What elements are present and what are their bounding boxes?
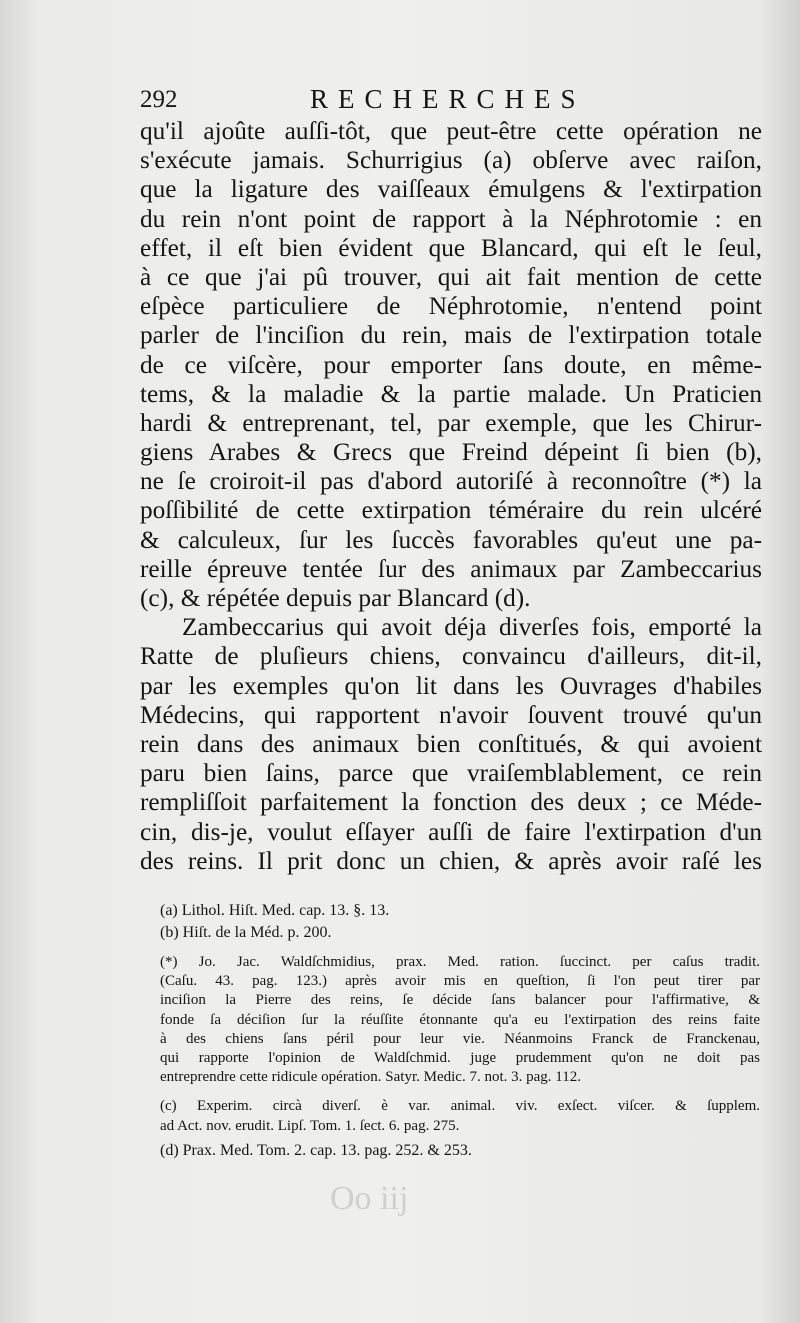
running-title: RECHERCHES: [310, 84, 586, 114]
footnote-line: (*) Jo. Jac. Waldſchmidius, prax. Med. ration. ſuccinct. per caſus tradit.: [160, 954, 760, 970]
footnote-line: entreprendre cette ridicule opération. Satyr. Medic. 7. not. 3. pag. 112.: [160, 1069, 581, 1086]
text-line: (c), & répétée depuis par Blancard (d).: [140, 584, 531, 612]
footnote-line: ad Act. nov. erudit. Lipſ. Tom. 1. ſect. 6. pag. 275.: [160, 1117, 460, 1134]
text-line: reille épreuve tentée ſur des animaux par Zambeccarius: [140, 554, 762, 583]
text-line: giens Arabes & Grecs que Freind dépeint ſi bien (b),: [140, 438, 762, 467]
text-line: des reins. Il prit donc un chien, & après avoir raſé les: [140, 846, 762, 875]
footnote-line: (c) Experim. circà diverſ. è var. animal. viv. exſect. viſcer. & ſupplem.: [160, 1098, 760, 1115]
text-line: Ratte de pluſieurs chiens, convaincu d'ailleurs, dit-il,: [140, 642, 762, 671]
signature-mark: Oo iij: [330, 1180, 409, 1217]
text-line: de ce viſcère, pour emporter ſans doute, en même-: [140, 350, 762, 379]
text-line: Zambeccarius qui avoit déja diverſes fois, emporté la: [182, 613, 762, 642]
footnote-line: à des chiens ſans péril pour leur vie. Néanmoins Franck de Franckenau,: [160, 1030, 760, 1047]
footnote-c: [160, 1097, 760, 1135]
text-line: parler de l'inciſion du rein, mais de l'extirpation totale: [140, 321, 762, 350]
footnote-line: inciſion la Pierre des reins, ſe décide ſans balancer pour l'affirmative, &: [160, 992, 760, 1009]
text-line: cin, dis-je, voulut eſſayer auſſi de faire l'extirpation d'un: [140, 817, 762, 846]
footnote-line: qui rapporte l'opinion de Waldſchmid. juge prudemment qu'on ne doit pas: [160, 1050, 760, 1067]
text-line: tems, & la maladie & la partie malade. Un Praticien: [140, 379, 762, 408]
text-line: eſpèce particuliere de Néphrotomie, n'entend point: [140, 292, 762, 321]
page-number: 292: [140, 86, 178, 113]
text-line: par les exemples qu'on lit dans les Ouvrages d'habiles: [140, 671, 762, 700]
text-line: s'exécute jamais. Schurrigius (a) obſerve avec raiſon,: [140, 146, 762, 175]
text-line: ne ſe croiroit-il pas d'abord autoriſé à reconnoître (*) la: [140, 467, 762, 496]
footnote-b: (b) Hiſt. de la Méd. p. 200.: [160, 923, 332, 941]
text-line: rempliſſoit parfaitement la fonction des deux ; ce Méde-: [140, 788, 762, 817]
footnote-star: [160, 953, 760, 1087]
text-line: poſſibilité de cette extirpation téméraire du rein ulcéré: [140, 496, 762, 525]
text-line: rein dans des animaux bien conſtitués, & qui avoient: [140, 729, 762, 758]
footnote-line: (Caſu. 43. pag. 123.) après avoir mis en queſtion, ſi l'on peut tirer par: [160, 973, 760, 990]
text-line: & calculeux, ſur les ſuccès favorables qu'eut une pa-: [140, 525, 762, 554]
page-header: [140, 84, 590, 118]
main-text: [140, 117, 762, 876]
text-line: Médecins, qui rapportent n'avoir ſouvent trouvé qu'un: [140, 700, 762, 729]
footnotes: [160, 900, 760, 1161]
text-line: à ce que j'ai pû trouver, qui ait fait mention de cette: [140, 262, 762, 291]
footnote-a: (a) Lithol. Hiſt. Med. cap. 13. §. 13.: [160, 902, 390, 919]
text-line: que la ligature des vaiſſeaux émulgens & l'extirpation: [140, 175, 762, 204]
text-line: qu'il ajoûte auſſi-tôt, que peut-être cette opération ne: [140, 117, 762, 145]
footnote-d: (d) Prax. Med. Tom. 2. cap. 13. pag. 252. & 253.: [160, 1141, 472, 1159]
text-line: paru bien ſains, parce que vraiſemblablement, ce rein: [140, 759, 762, 788]
footnote-line: fonde ſa déciſion ſur la réuſſite étonnante qu'a eu l'extirpation des reins faite: [160, 1011, 760, 1028]
text-line: du rein n'ont point de rapport à la Néphrotomie : en: [140, 204, 762, 233]
text-line: hardi & entreprenant, tel, par exemple, que les Chirur-: [140, 408, 762, 437]
text-line: effet, il eſt bien évident que Blancard, qui eſt le ſeul,: [140, 233, 762, 262]
